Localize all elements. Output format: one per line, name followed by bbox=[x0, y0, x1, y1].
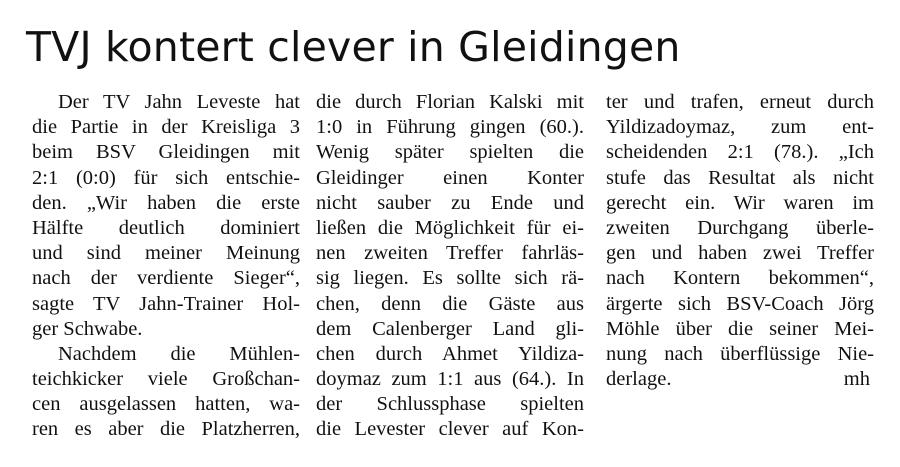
body-line-final bbox=[606, 367, 874, 392]
body-line: chen durch Ahmet Yildiza- bbox=[316, 342, 584, 365]
body-line: Möhle über die seiner Mei- bbox=[606, 317, 874, 340]
body-line: Yildizadoymaz, zum ent- bbox=[606, 116, 874, 139]
body-line: sagte TV Jahn-Trainer Hol- bbox=[32, 292, 300, 315]
body-line-text: derlage. bbox=[606, 368, 672, 391]
body-line: nung nach überflüssige Nie- bbox=[606, 342, 874, 365]
body-line: Nachdem die Mühlen- bbox=[58, 342, 300, 365]
article-column-1 bbox=[32, 90, 300, 443]
body-line: nach der verdiente Sieger“, bbox=[32, 267, 300, 290]
body-line: scheidenden 2:1 (78.). „Ich bbox=[606, 141, 874, 164]
body-line: ter und trafen, erneut durch bbox=[606, 91, 874, 113]
body-line: stufe das Resultat als nicht bbox=[606, 166, 874, 189]
body-line: die Levester clever auf Kon- bbox=[316, 418, 584, 441]
body-line: nach Kontern bekommen“, bbox=[606, 267, 874, 290]
author-signature: mh bbox=[843, 368, 870, 391]
body-line: Hälfte deutlich dominiert bbox=[32, 216, 300, 239]
article-column-3 bbox=[606, 90, 874, 392]
body-line: zweiten Durchgang überle- bbox=[606, 216, 874, 239]
body-line: ließen die Möglichkeit für ei- bbox=[316, 216, 584, 239]
article-headline: TVJ kontert clever in Gleidingen bbox=[26, 23, 681, 71]
body-line: die durch Florian Kalski mit bbox=[316, 91, 584, 113]
body-line: ger Schwabe. bbox=[32, 317, 143, 340]
body-line: dem Calenberger Land gli- bbox=[316, 317, 584, 340]
body-line: der Schlussphase spielten bbox=[316, 393, 584, 416]
body-line: 1:0 in Führung gingen (60.). bbox=[316, 116, 584, 139]
body-line: den. „Wir haben die erste bbox=[32, 191, 300, 214]
body-line: beim BSV Gleidingen mit bbox=[32, 141, 300, 164]
body-line: nen zweiten Treffer fahrläs- bbox=[316, 242, 584, 265]
body-line: gerecht ein. Wir waren im bbox=[606, 191, 874, 214]
body-line: teichkicker viele Großchan- bbox=[32, 368, 300, 391]
body-line: nicht sauber zu Ende und bbox=[316, 191, 584, 214]
body-line: 2:1 (0:0) für sich entschie- bbox=[32, 166, 300, 189]
body-line: die Partie in der Kreisliga 3 bbox=[32, 116, 300, 139]
body-line: chen, denn die Gäste aus bbox=[316, 292, 584, 315]
body-line: doymaz zum 1:1 aus (64.). In bbox=[316, 368, 584, 391]
body-line: und sind meiner Meinung bbox=[32, 242, 300, 265]
body-line: ren es aber die Platzherren, bbox=[32, 418, 300, 441]
article-column-2 bbox=[316, 90, 584, 443]
body-line: sig liegen. Es sollte sich rä- bbox=[316, 267, 584, 290]
body-line: Der TV Jahn Leveste hat bbox=[58, 91, 300, 113]
body-line: Gleidinger einen Konter bbox=[316, 166, 584, 189]
body-line: ärgerte sich BSV-Coach Jörg bbox=[606, 292, 874, 315]
body-line: Wenig später spielten die bbox=[316, 141, 584, 164]
body-line: cen ausgelassen hatten, wa- bbox=[32, 393, 300, 416]
body-line: gen und haben zwei Treffer bbox=[606, 242, 874, 265]
